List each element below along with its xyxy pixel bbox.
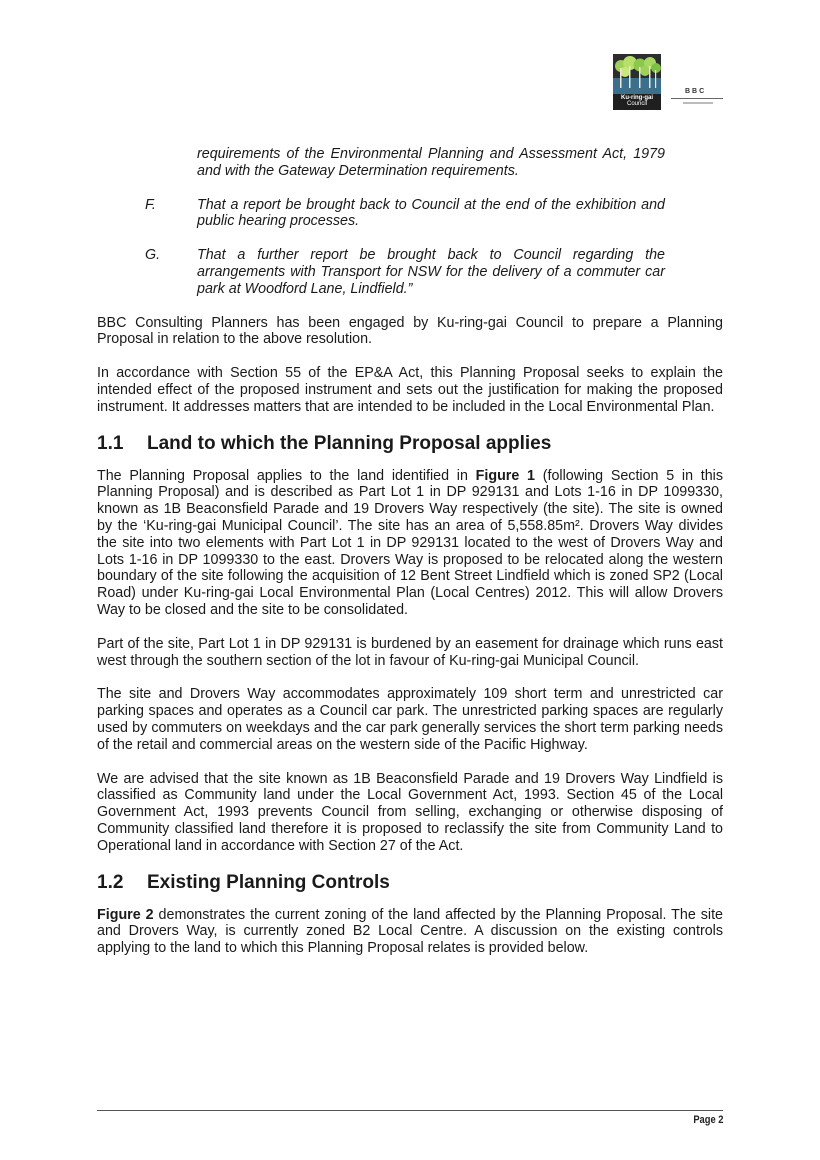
section-heading-1-1	[97, 432, 723, 456]
section-1-2-paragraph-1	[97, 907, 723, 957]
council-logo-text-line1: Ku-ring-gai	[621, 95, 653, 101]
paragraph-text: demonstrates the current zoning of the land affected by the Planning Proposal. The site and Drovers Way, is currently zoned B2 Local Centre. A discussion on the existing controls applying to the land to which this Planning Proposal relates is provided below.	[97, 906, 723, 957]
section-number: 1.1	[97, 432, 124, 454]
figure-2-reference: Figure 2	[97, 906, 154, 923]
trees-icon	[613, 54, 661, 94]
quote-continuation: requirements of the Environmental Planning and Assessment Act, 1979 and with the Gateway Determination requirements.	[197, 146, 665, 179]
section-number: 1.2	[97, 871, 124, 893]
figure-1-reference: Figure 1	[475, 467, 535, 484]
section-1-1-paragraph-3: The site and Drovers Way accommodates approximately 109 short term and unrestricted car parking spaces and operates as a Council car park. The unrestricted parking spaces are regularly used by commuters on weekdays and the car park generally services the short term parking needs of the retail and commercial areas on the western side of the Pacific Highway.	[97, 686, 723, 753]
page-number: Page 2	[692, 1114, 723, 1126]
page-content	[97, 146, 723, 957]
intro-paragraph-2: In accordance with Section 55 of the EP&A Act, this Planning Proposal seeks to explain the intended effect of the proposed instrument and sets out the justification for making the proposed instrument. It addresses matters that are intended to be included in the Local Environmental Plan.	[97, 365, 723, 415]
paragraph-text: (following Section 5 in this Planning Proposal) and is described as Part Lot 1 in DP 929131 and Lots 1-16 in DP 1099330, known as 1B Beaconsfield Parade and 19 Drovers Way respectively (the site). The site is owned by the ‘Ku-ring-gai Municipal Council’. The site has an area of 5,558.85m². Drovers Way divides the site into two elements with Part Lot 1 in DP 929131 located to the west of Drovers Way and Lots 1-16 in DP 1099330 to the east. Drovers Way is proposed to be relocated along the western boundary of the site following the acquisition of 12 Bent Street Lindfield which is zoned SP2 (Local Road) under Ku-ring-gai Local Environmental Plan (Local Centres) 2012. This will allow Drovers Way to be closed and the site to be consolidated.	[97, 467, 723, 618]
quote-item-text: That a further report be brought back to Council regarding the arrangements with Transport for NSW for the delivery of a commuter car park at Woodford Lane, Lindfield.”	[197, 247, 665, 297]
bbc-logo-subline	[683, 102, 713, 104]
quote-item-f	[97, 197, 665, 231]
council-logo-text-line2: Council	[626, 101, 647, 107]
footer-rule	[97, 1110, 723, 1111]
bbc-logo-rule	[671, 98, 723, 99]
quote-item-text: That a report be brought back to Council at the end of the exhibition and public hearing processes.	[197, 196, 665, 230]
section-title: Land to which the Planning Proposal applies	[147, 432, 552, 454]
section-1-1-paragraph-4: We are advised that the site known as 1B Beaconsfield Parade and 19 Drovers Way Lindfield is classified as Community land under the Local Government Act, 1993. Section 45 of the Local Government Act, 1993 prevents Council from selling, exchanging or otherwise disposing of Community classified land therefore it is proposed to reclassify the site from Community Land to Operational land in accordance with Section 27 of the Act.	[97, 770, 723, 854]
bbc-logo	[671, 88, 727, 110]
header-logos	[613, 54, 728, 112]
quote-item-marker: F.	[145, 196, 156, 213]
section-1-1-paragraph-1	[97, 468, 723, 619]
ku-ring-gai-council-logo	[613, 54, 661, 110]
section-title: Existing Planning Controls	[147, 871, 390, 893]
quote-item-g	[97, 247, 665, 297]
paragraph-text: The Planning Proposal applies to the land identified in	[97, 467, 476, 484]
intro-paragraph-1: BBC Consulting Planners has been engaged by Ku-ring-gai Council to prepare a Planning Proposal in relation to the above resolution.	[97, 314, 723, 348]
section-1-1-paragraph-2: Part of the site, Part Lot 1 in DP 929131 is burdened by an easement for drainage which runs east west through the southern section of the lot in favour of Ku-ring-gai Municipal Council.	[97, 635, 723, 669]
quote-item-marker: G.	[145, 247, 161, 264]
section-heading-1-2	[97, 871, 723, 895]
bbc-logo-text: BBC	[685, 88, 707, 95]
